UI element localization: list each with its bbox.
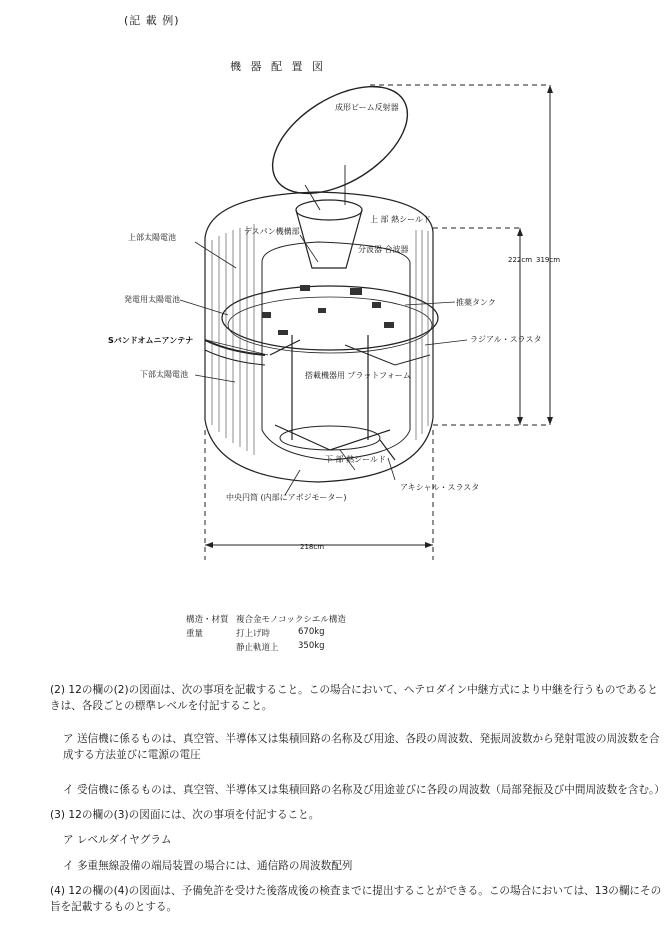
label-duplexer: 分波器 合波器 <box>358 245 409 254</box>
label-propellant-tank: 推薬タンク <box>456 298 496 307</box>
paragraph-2: (2) 12の欄の(2)の図面は、次の事項を記載すること。この場合において、ヘテロダイン中継方式により中継を行うものであるときは、各段ごとの標準レベルを付記すること。 <box>50 684 658 712</box>
label-solar-cell-power: 発電用太陽電池 <box>124 295 180 304</box>
paragraph-3-a: ア レベルダイヤグラム <box>63 834 172 846</box>
paragraph-2-a: ア 送信機に係るものは、真空管、半導体又は集積回路の名称及び用途、各段の周波数、発振周波数から発射電波の周波数を合成する方法並びに電源の電圧 <box>63 733 660 761</box>
spec-weight-label: 重量 <box>186 629 204 639</box>
paragraph-2-b: イ 受信機に係るものは、真空管、半導体又は集積回路の名称及び用途並びに各段の周波数（局部発振及び中間周波数を含む。） <box>63 784 665 796</box>
label-equipment-frame: 搭載機器用 プラットフォーム <box>305 371 411 380</box>
label-upper-heat-shield: 上 部 熱シールド <box>370 215 431 224</box>
label-despun-mechanism: デスパン機構部 <box>244 227 300 236</box>
label-lower-solar-cell: 下部太陽電池 <box>140 370 188 379</box>
paragraph-4: (4) 12の欄の(4)の図面は、予備免許を受けた後落成後の検査までに提出することができる。この場合においては、13の欄にその旨を記載するものとする。 <box>50 885 662 913</box>
figure-title: 機 器 配 置 図 <box>230 60 326 73</box>
spec-launch-label: 打上げ時 <box>236 629 271 639</box>
example-label: (記 載 例) <box>124 14 180 27</box>
dimension-319: 319cm <box>536 256 561 264</box>
paragraph-3-b: イ 多重無線設備の端局装置の場合には、通信路の周波数配列 <box>63 860 353 872</box>
label-upper-solar-cell: 上部太陽電池 <box>128 233 176 242</box>
spec-launch-value: 670kg <box>298 627 325 637</box>
dimension-218: 218cm <box>300 543 325 551</box>
paragraph-3: (3) 12の欄の(3)の図面には、次の事項を付記すること。 <box>50 809 320 821</box>
label-shaped-beam-reflector: 成形ビーム反射器 <box>335 103 399 112</box>
spec-orbit-value: 350kg <box>298 641 325 651</box>
label-center-cylinder: 中央円筒 (内部にアポジモーター) <box>226 493 347 502</box>
spec-orbit-label: 静止軌道上 <box>236 643 279 653</box>
dimension-222: 222cm <box>508 256 533 264</box>
label-radial-thruster: ラジアル・スラスタ <box>470 335 542 344</box>
label-axial-thruster: アキシャル・スラスタ <box>400 483 480 492</box>
label-s-band-antenna: Sバンドオムニアンテナ <box>108 336 194 345</box>
spec-structure-value: 複合金モノコックシエル構造 <box>236 615 346 625</box>
label-lower-heat-shield: 下 部 熱シールド <box>325 455 386 464</box>
spec-structure-label: 構造・材質 <box>186 615 229 625</box>
